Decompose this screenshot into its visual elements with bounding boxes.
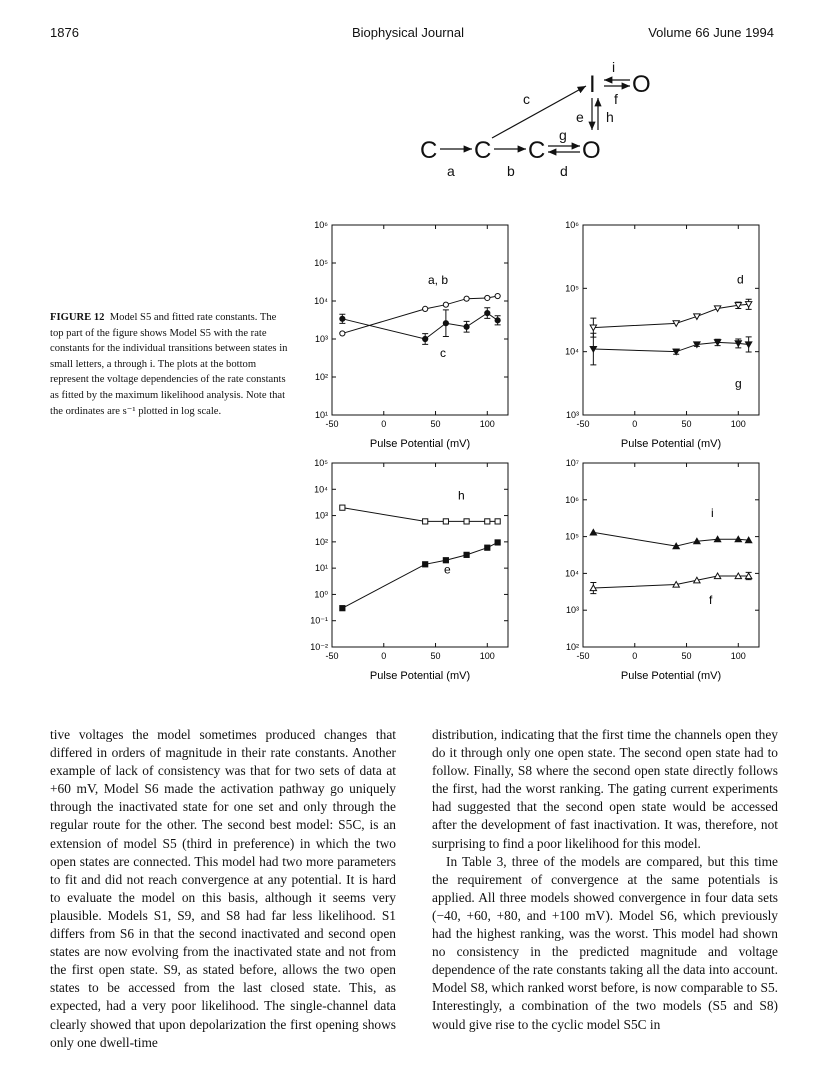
chart-panel-1: [314, 220, 508, 450]
chart-panel-2: [565, 220, 759, 450]
x-tick-label: 100: [730, 651, 746, 661]
x-axis-label: Pulse Potential (mV): [620, 438, 722, 450]
data-point: [590, 529, 596, 535]
plot-frame: [583, 463, 759, 647]
state-i: I: [589, 71, 596, 98]
rate-constant-plots: [0, 215, 816, 695]
plot-frame: [583, 225, 759, 415]
data-point: [495, 540, 500, 545]
state-c1: C: [420, 137, 438, 164]
data-point: [340, 505, 345, 510]
series-line-ab: [342, 296, 497, 333]
body-column-right: [432, 726, 778, 1034]
series-line-i: [593, 532, 748, 546]
series-line-d: [593, 304, 748, 327]
label-f: f: [614, 91, 618, 107]
y-tick-label: 10⁰: [314, 589, 328, 600]
volume-date: Volume 66 June 1994: [648, 25, 774, 40]
data-point: [443, 519, 448, 524]
state-c3: C: [528, 137, 546, 164]
plot-frame: [332, 225, 508, 415]
figure-caption-text: Model S5 and fitted rate constants. The top part of the figure shows Model S5 with the rate constants for the individual transitions between states in small letters, a through i. The plots at the bottom represent the voltage dependencies of the rate constants as fitted by the maximum likelihood analysis. Note that the ordinates are s⁻¹ plotted in log scale.: [50, 312, 288, 417]
label-h: h: [606, 109, 614, 125]
series-line-f: [593, 576, 748, 588]
x-tick-label: 50: [430, 419, 441, 429]
data-point: [485, 311, 490, 316]
data-point: [340, 606, 345, 611]
y-tick-label: 10³: [565, 410, 579, 420]
y-tick-label: 10²: [565, 642, 579, 652]
data-point: [340, 316, 345, 321]
data-point: [423, 519, 428, 524]
series-label-i: i: [711, 506, 714, 521]
data-point: [423, 306, 428, 311]
series-label-e: e: [444, 562, 451, 577]
data-point: [443, 302, 448, 307]
data-point: [423, 562, 428, 567]
data-point: [464, 296, 469, 301]
x-tick-label: 0: [632, 651, 638, 661]
data-point: [340, 331, 345, 336]
x-axis-label: Pulse Potential (mV): [369, 670, 471, 682]
label-g: g: [559, 127, 567, 143]
data-point: [714, 306, 720, 312]
y-tick-label: 10⁻¹: [310, 615, 328, 626]
state-c2: C: [474, 137, 492, 164]
x-tick-label: 0: [632, 419, 638, 429]
label-d: d: [560, 163, 568, 179]
series-label-f: f: [709, 592, 713, 607]
y-tick-label: 10⁶: [314, 220, 328, 230]
y-tick-label: 10⁴: [314, 484, 328, 495]
data-point: [464, 552, 469, 557]
x-tick-label: 50: [681, 651, 692, 661]
data-point: [423, 336, 428, 341]
label-b: b: [507, 163, 515, 179]
x-tick-label: -50: [325, 419, 339, 429]
x-axis-label: Pulse Potential (mV): [369, 438, 471, 450]
y-tick-label: 10⁴: [565, 568, 579, 579]
x-tick-label: 50: [681, 419, 692, 429]
x-tick-label: 50: [430, 651, 441, 661]
data-point: [485, 295, 490, 300]
y-tick-label: 10⁵: [565, 531, 579, 542]
y-tick-label: 10³: [314, 510, 328, 521]
x-tick-label: 0: [381, 419, 387, 429]
series-label-h: h: [458, 488, 465, 503]
y-tick-label: 10³: [565, 605, 579, 616]
series-label-d: d: [737, 272, 744, 287]
x-tick-label: -50: [325, 651, 339, 661]
data-point: [495, 519, 500, 524]
series-line-e: [342, 542, 497, 608]
x-tick-label: -50: [576, 651, 590, 661]
series-label-ab: a, b: [428, 272, 449, 287]
label-e: e: [576, 109, 584, 125]
x-tick-label: 100: [479, 419, 495, 429]
plot-frame: [332, 463, 508, 647]
body-paragraph: distribution, indicating that the first time the channels open they do it through only one open state. The second open state had to follow. Finally, S8 where the second open state directly follows the first, had the worst ranking. The gating current experiments had suggested that the second open state would be accessed after the development of fast inactivation. It was, therefore, not surprising to find a poor likelihood for this model.: [432, 727, 778, 851]
data-point: [694, 314, 700, 320]
y-tick-label: 10¹: [314, 563, 328, 574]
x-tick-label: 100: [730, 419, 746, 429]
data-point: [464, 519, 469, 524]
x-axis-label: Pulse Potential (mV): [620, 670, 722, 682]
label-a: a: [447, 163, 455, 179]
running-title: Biophysical Journal: [351, 25, 464, 40]
body-paragraph: In Table 3, three of the models are compared, but this time the requirement of convergence at the same potentials is applied. All three models showed convergence in four data sets (−40, +60, +80, and +100 mV). Model S6, which previously had the highest ranking, was the worst. This model had shown no consistency in the predicted magnitude and voltage dependence of the rate constants taking all the data into account. Model S8, which ranked worst before, is now comparable to S5. Interestingly, a combination of the two models (S5 and S8) would give rise to the cyclic model S5C in: [432, 853, 778, 1032]
body-paragraph: tive voltages the model sometimes produced changes that differed in orders of magnitude in their rate constants. Another example of lack of consistency was that for two sets of data at +60 mV, Model S6 made the activation pathway go uniquely through the inactivated state for one set and only through the regular route for the other. The second best model: S5C, is an extension of model S5 (third in preference) in which the two open states are connected. This model had two more parameters to fit and did not reach convergence at any potential. It is hard to evaluate the model on this basis, although it seems very plausible. Models S1, S9, and S8 had far less likelihood. S1 differs from S6 in that the second inactivated and second open states are now evolving from the inactivated state and not from the first open state. S9, as stated before, allows the two open states to be accessed from the last closed state. This, as expected, had a very poor likelihood. The single-channel data clearly showed that upon depolarization the first opening shows only one dwell-time: [50, 727, 396, 1050]
data-point: [443, 321, 448, 326]
label-i: i: [612, 59, 616, 75]
y-tick-label: 10¹: [314, 410, 328, 420]
body-column-left: [50, 726, 396, 1052]
page-number: 1876: [50, 25, 79, 40]
y-tick-label: 10²: [314, 536, 328, 547]
series-label-c: c: [440, 346, 446, 361]
y-tick-label: 10³: [314, 334, 328, 344]
x-tick-label: -50: [576, 419, 590, 429]
y-tick-label: 10⁶: [565, 494, 579, 505]
series-label-g: g: [735, 376, 742, 391]
y-tick-label: 10⁶: [565, 220, 579, 230]
series-line-g: [593, 342, 748, 351]
y-tick-label: 10⁵: [314, 258, 328, 268]
label-c: c: [523, 91, 530, 107]
data-point: [495, 318, 500, 323]
arrow-c: [492, 86, 586, 138]
state-o1: O: [582, 137, 601, 164]
y-tick-label: 10²: [314, 372, 328, 382]
data-point: [485, 519, 490, 524]
y-tick-label: 10⁷: [565, 458, 579, 468]
chart-panel-3: [310, 458, 508, 682]
y-tick-label: 10⁵: [565, 283, 579, 294]
x-tick-label: 100: [479, 651, 495, 661]
y-tick-label: 10⁻²: [310, 642, 328, 652]
y-tick-label: 10⁴: [314, 296, 328, 306]
data-point: [495, 293, 500, 298]
kinetic-scheme: [0, 50, 816, 240]
x-tick-label: 0: [381, 651, 387, 661]
data-point: [464, 324, 469, 329]
data-point: [485, 545, 490, 550]
figure-label: FIGURE 12: [50, 312, 105, 323]
state-o2: O: [632, 71, 651, 98]
y-tick-label: 10⁴: [565, 346, 579, 357]
series-line-h: [342, 508, 497, 522]
y-tick-label: 10⁵: [314, 458, 328, 468]
chart-panel-4: [565, 458, 759, 682]
